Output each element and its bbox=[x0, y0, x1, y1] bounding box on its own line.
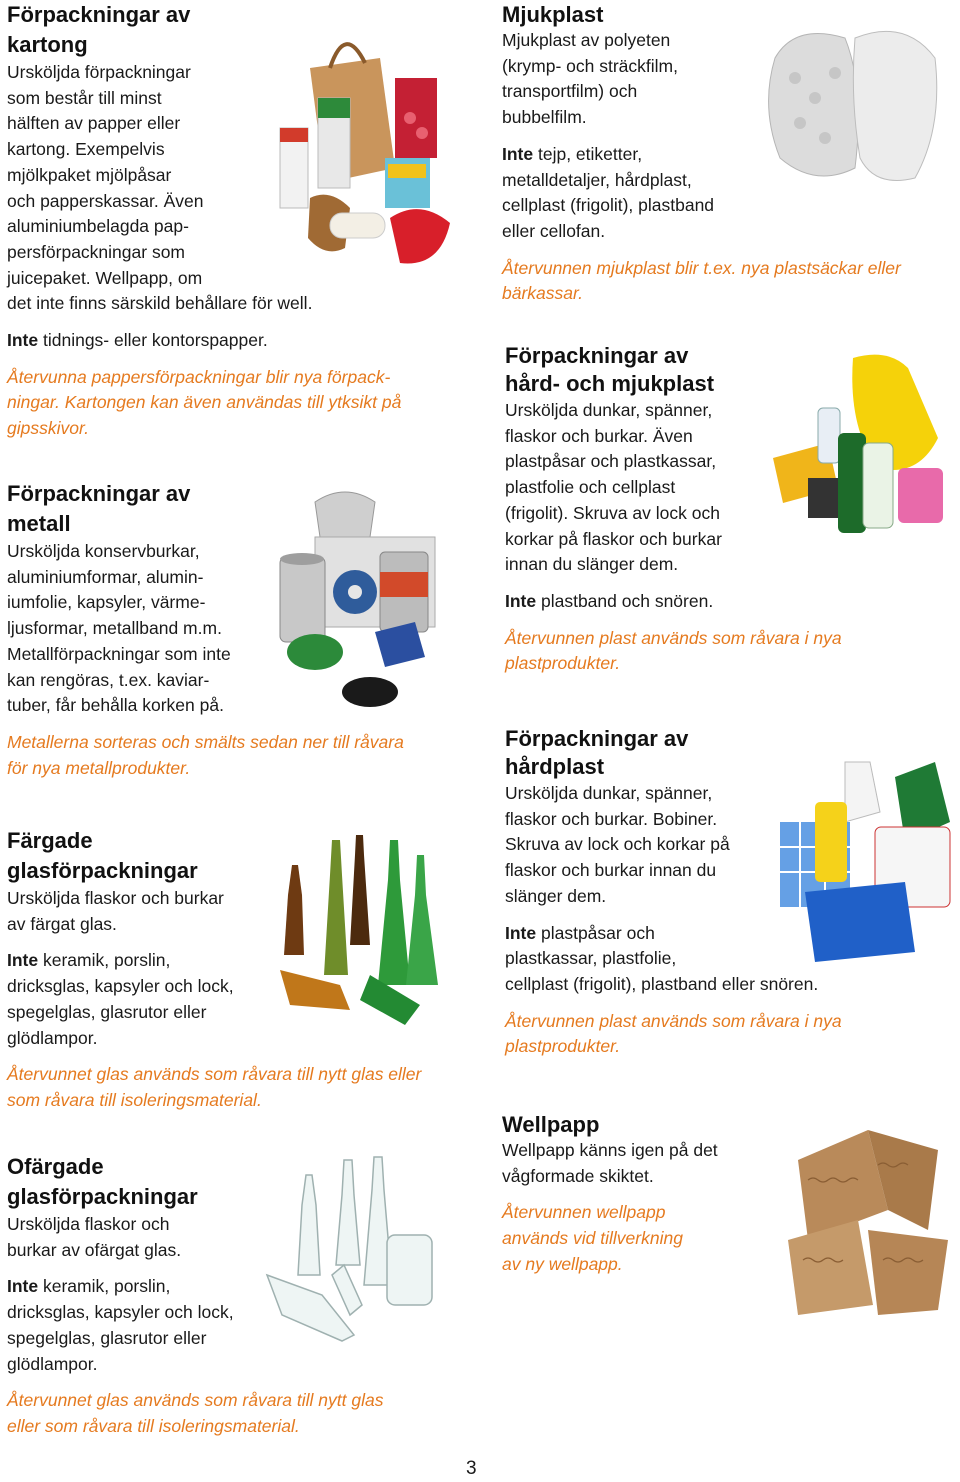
wellpapp-description: Wellpapp känns igen på det vågformade skiktet. bbox=[502, 1140, 718, 1186]
heading-ofargat-glas: Ofärgade glasförpackningar bbox=[7, 1154, 198, 1209]
heading-hardplast: Förpackningar av hårdplast bbox=[505, 726, 689, 779]
fargat-description: Ursköljda flaskor och burkar av färgat glas. bbox=[7, 888, 224, 934]
heading-hard-mjukplast: Förpackningar av hård- och mjukplast bbox=[505, 343, 715, 396]
fargat-recycling-note: Återvunnet glas används som råvara till nytt glas eller som råvara till isoleringsmaterial. bbox=[7, 1064, 422, 1110]
carton-packages-image bbox=[270, 18, 455, 278]
colored-glass-bottles-image bbox=[270, 835, 450, 1030]
ofargat-description: Ursköljda flaskor och burkar av ofärgat glas. bbox=[7, 1214, 182, 1260]
clear-glass-bottles-image bbox=[262, 1155, 442, 1345]
hardmjuk-not-accepted: Inte plastband och snören. bbox=[505, 590, 714, 611]
heading-wellpapp: Wellpapp bbox=[502, 1112, 600, 1137]
wellpapp-recycling-note: Återvunnen wellpapp används vid tillverkning av ny wellpapp. bbox=[502, 1202, 683, 1274]
corrugated-cardboard-image bbox=[778, 1120, 958, 1320]
hardplast-not-accepted: Inte plastpåsar och plastkassar, plastfolie, cellplast (frigolit), plastband eller snören. bbox=[505, 922, 819, 994]
kartong-description: Ursköljda förpackningar som består till minst hälften av papper eller kartong. Exempelvis mjölkpaket mjölpåsar och papperskassar. Även aluminiumbelagda pap- persförpackningar som juicepaket. Wellpapp, om det inte finns särskild behållare för well. bbox=[7, 62, 313, 314]
page-number: 3 bbox=[466, 1458, 477, 1479]
mjukplast-not-accepted: Inte tejp, etiketter, metalldetaljer, hårdplast, cellplast (frigolit), plastband eller cellofan. bbox=[502, 143, 715, 241]
metall-recycling-note: Metallerna sorteras och smälts sedan ner till råvara för nya metallprodukter. bbox=[7, 731, 404, 778]
mjukplast-recycling-note: Återvunnen mjukplast blir t.ex. nya plastsäckar eller bärkassar. bbox=[502, 257, 901, 304]
hardplast-recycling-note: Återvunnen plast används som råvara i nya plastprodukter. bbox=[505, 1010, 842, 1057]
heading-kartong: Förpackningar av kartong bbox=[7, 2, 191, 57]
hardplast-description: Ursköljda dunkar, spänner, flaskor och burkar. Bobiner. Skruva av lock och korkar på flaskor och burkar innan du slänger dem. bbox=[505, 783, 730, 906]
soft-plastic-image bbox=[755, 18, 945, 193]
ofargat-not-accepted: Inte keramik, porslin, dricksglas, kapsyler och lock, spegelglas, glasrutor eller glödlampor. bbox=[7, 1276, 234, 1374]
hardmjuk-recycling-note: Återvunnen plast används som råvara i nya plastprodukter. bbox=[505, 627, 842, 674]
heading-fargat-glas: Färgade glasförpackningar bbox=[7, 828, 198, 883]
fargat-not-accepted: Inte keramik, porslin, dricksglas, kapsyler och lock, spegelglas, glasrutor eller glödlampor. bbox=[7, 950, 234, 1048]
section-wellpapp bbox=[502, 1110, 802, 1278]
heading-mjukplast: Mjukplast bbox=[502, 2, 604, 27]
mjukplast-description: Mjukplast av polyeten (krymp- och sträckfilm, transportfilm) och bubbelfilm. bbox=[502, 30, 678, 128]
hard-and-soft-plastic-image bbox=[768, 348, 953, 548]
metal-packages-image bbox=[275, 482, 460, 717]
heading-metall: Förpackningar av metall bbox=[7, 481, 191, 536]
metall-description: Ursköljda konservburkar, aluminiumformar, alumin- iumfolie, kapsyler, värme- ljusformar, metallband m.m. Metallförpackningar som inte kan rengöras, t.ex. kaviar- tuber, får behålla korken på. bbox=[7, 541, 231, 716]
hard-plastic-image bbox=[775, 752, 955, 967]
ofargat-recycling-note: Återvunnet glas används som råvara till nytt glas eller som råvara till isoleringsmaterial. bbox=[7, 1390, 384, 1436]
kartong-not-accepted: Inte tidnings- eller kontorspapper. bbox=[7, 330, 268, 351]
hardmjuk-description: Ursköljda dunkar, spänner, flaskor och burkar. Även plastpåsar och plastkassar, plastfolie och cellplast (frigolit). Skruva av lock och korkar på flaskor och burkar innan du slänger dem. bbox=[505, 400, 722, 575]
kartong-recycling-note: Återvunna pappersförpackningar blir nya förpack- ningar. Kartongen kan även användas till ytksikt på gipsskivor. bbox=[7, 366, 402, 439]
